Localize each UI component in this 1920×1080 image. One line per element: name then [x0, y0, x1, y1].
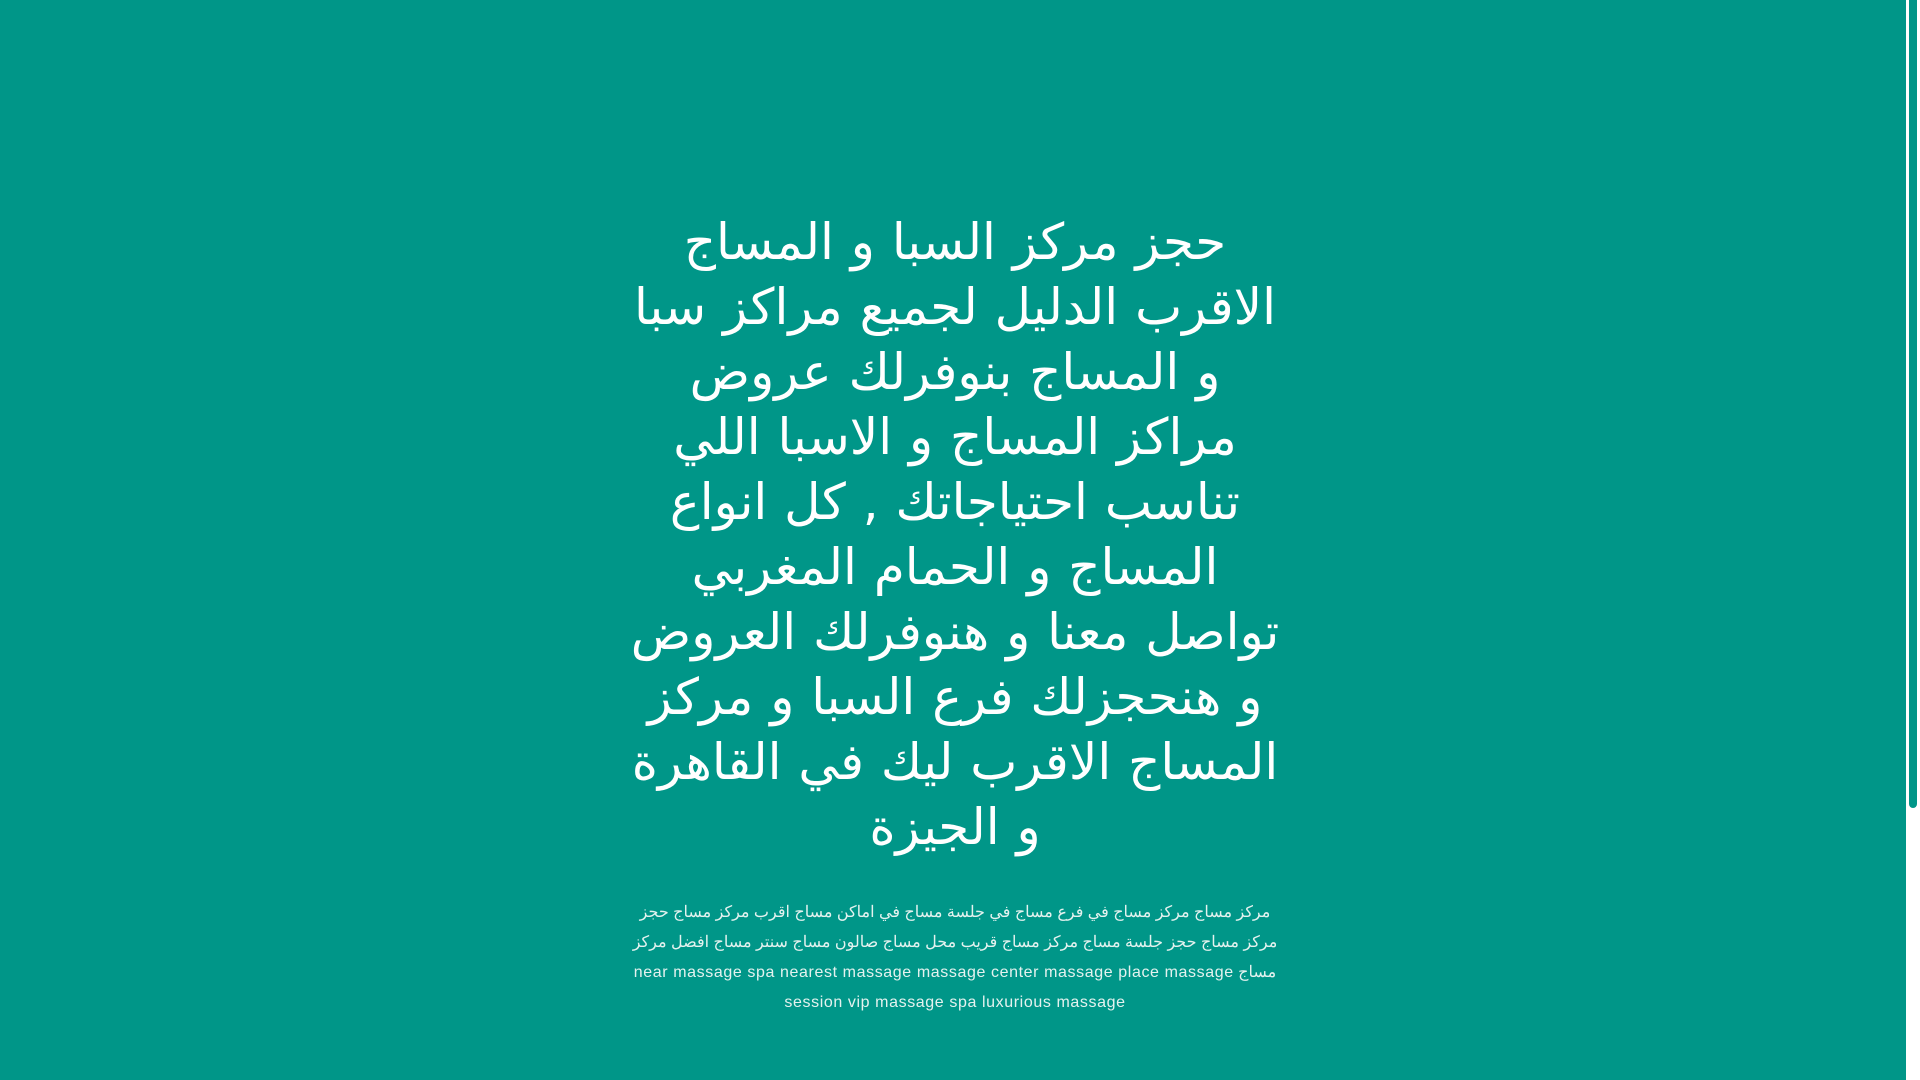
hero-title: حجز مركز السبا و المساج الاقرب الدليل لجميع مراكز سبا و المساج بنوفرلك عروض مراكز المساج و الاسبا اللي تناسب احتياجاتك , كل انواع المساج و الحمام المغربي تواصل معنا و هنوفرلك العروض و هنحجزلك فرع السبا و مركز المساج الاقرب ليك في القاهرة و الجيزة — [630, 213, 1280, 856]
keywords-text: مركز مساج مركز مساج في فرع مساج في جلسة مساج في اماكن مساج اقرب مركز مساج حجز مركز مساج حجز جلسة مساج مركز مساج قريب محل مساج صالون مساج سنتر مساج افضل مركز مساج near massage spa nearest massage massage center massage place massage session vip massage spa luxurious massage — [632, 904, 1278, 1011]
scrollbar-thumb[interactable] — [1909, 0, 1917, 808]
vertical-scrollbar[interactable] — [1906, 0, 1920, 1080]
hero-section — [630, 210, 1280, 1018]
